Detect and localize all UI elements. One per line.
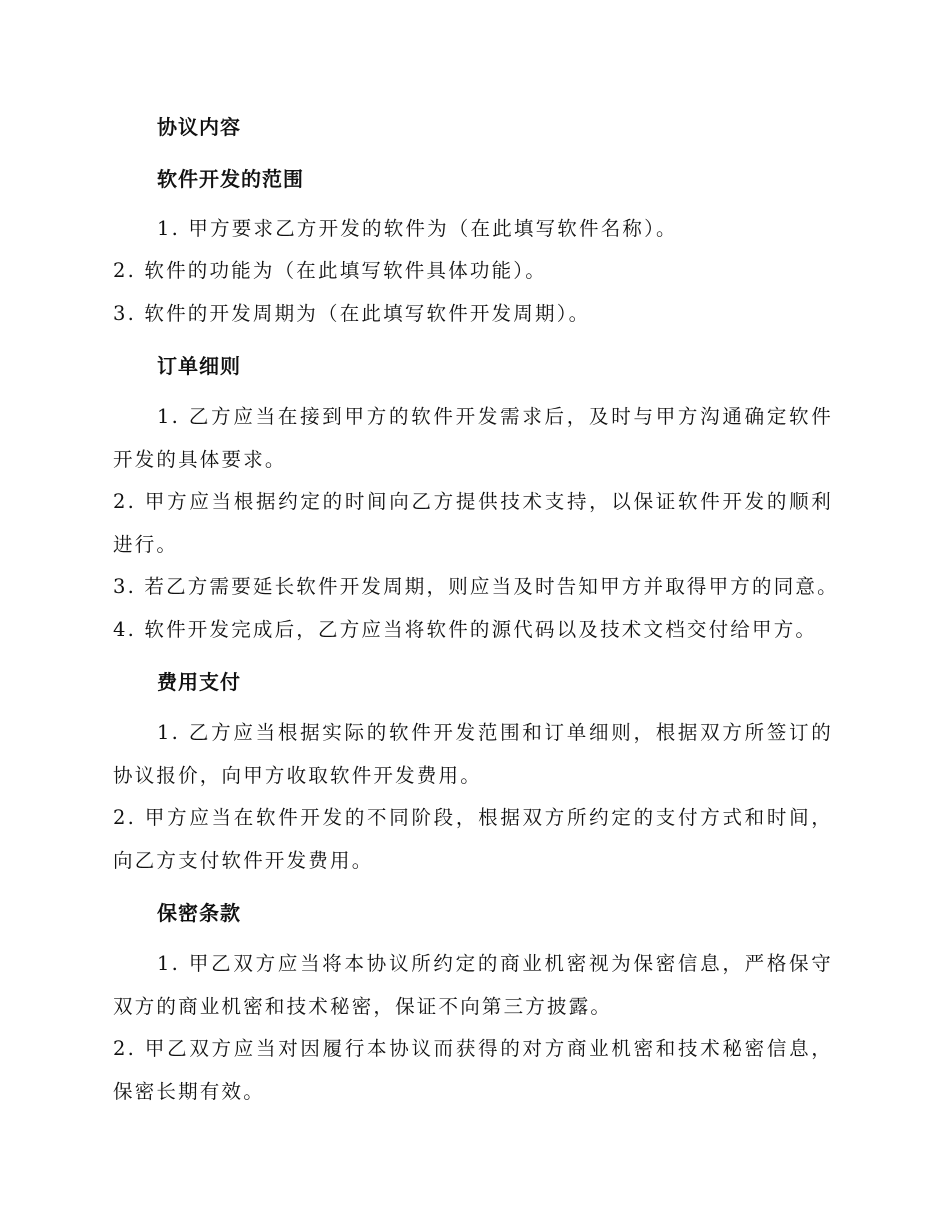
confidentiality-item-2: 2. 甲乙双方应当对因履行本协议而获得的对方商业机密和技术秘密信息，保密长期有效。 <box>113 1037 833 1103</box>
payment-item-2: 2. 甲方应当在软件开发的不同阶段，根据双方所约定的支付方式和时间，向乙方支付软件开发费用。 <box>113 806 833 872</box>
payment-item-1: 1. 乙方应当根据实际的软件开发范围和订单细则，根据双方所签订的协议报价，向甲方收取软件开发费用。 <box>113 721 833 787</box>
order-item-2: 2. 甲方应当根据约定的时间向乙方提供技术支持，以保证软件开发的顺利进行。 <box>113 490 833 556</box>
order-item-4: 4. 软件开发完成后，乙方应当将软件的源代码以及技术文档交付给甲方。 <box>113 618 818 641</box>
scope-item-2: 2. 软件的功能为（在此填写软件具体功能）。 <box>113 259 547 282</box>
heading-agreement-content: 协议内容 <box>157 115 241 139</box>
heading-confidentiality: 保密条款 <box>157 901 241 925</box>
heading-payment: 费用支付 <box>157 670 241 694</box>
order-item-1: 1. 乙方应当在接到甲方的软件开发需求后，及时与甲方沟通确定软件开发的具体要求。 <box>113 405 833 471</box>
heading-scope: 软件开发的范围 <box>157 167 304 191</box>
heading-order-details: 订单细则 <box>157 354 241 378</box>
confidentiality-item-1: 1. 甲乙双方应当将本协议所约定的商业机密视为保密信息，严格保守双方的商业机密和技术秘密，保证不向第三方披露。 <box>113 952 833 1018</box>
scope-item-3: 3. 软件的开发周期为（在此填写软件开发周期）。 <box>113 302 591 325</box>
scope-item-1: 1. 甲方要求乙方开发的软件为（在此填写软件名称）。 <box>157 217 678 240</box>
order-item-3: 3. 若乙方需要延长软件开发周期，则应当及时告知甲方并取得甲方的同意。 <box>113 575 839 598</box>
